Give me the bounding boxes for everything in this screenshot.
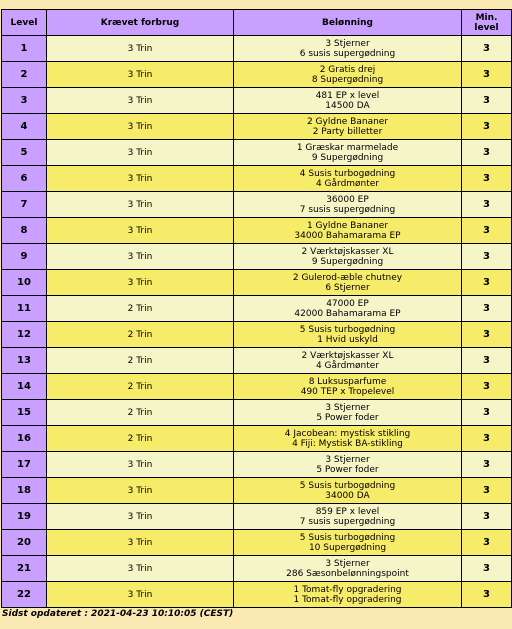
reward-line-1: 3 Stjerner	[325, 558, 370, 569]
row-required: 3 Trin	[47, 88, 234, 114]
reward-line-2: 9 Supergødning	[311, 152, 384, 163]
row-reward	[234, 348, 462, 374]
row-reward	[234, 192, 462, 218]
row-level: 1	[2, 36, 47, 62]
reward-line-1: 8 Luksusparfume	[308, 376, 387, 387]
table-row	[2, 114, 512, 140]
row-level: 13	[2, 348, 47, 374]
table-row	[2, 140, 512, 166]
header-level: Level	[2, 10, 47, 36]
row-min-level: 3	[462, 530, 512, 556]
reward-line-2: 4 Fiji: Mystisk BA-stikling	[292, 438, 403, 449]
row-reward	[234, 322, 462, 348]
row-reward	[234, 62, 462, 88]
row-required: 3 Trin	[47, 62, 234, 88]
reward-line-2: 5 Power foder	[316, 464, 379, 475]
reward-line-1: 47000 EP	[326, 298, 369, 309]
table-row	[2, 218, 512, 244]
row-required: 2 Trin	[47, 322, 234, 348]
reward-line-1: 1 Tomat-fly opgradering	[293, 584, 402, 595]
table-row	[2, 426, 512, 452]
row-reward	[234, 270, 462, 296]
table-row	[2, 296, 512, 322]
row-min-level: 3	[462, 348, 512, 374]
row-required: 2 Trin	[47, 374, 234, 400]
table-row	[2, 530, 512, 556]
reward-line-1: 2 Værktøjskasser XL	[301, 350, 394, 361]
reward-line-1: 3 Stjerner	[325, 38, 370, 49]
row-min-level: 3	[462, 296, 512, 322]
reward-line-2: 4 Gårdmønter	[315, 360, 380, 371]
reward-line-1: 5 Susis turbogødning	[299, 532, 396, 543]
reward-line-2: 4 Gårdmønter	[315, 178, 380, 189]
reward-line-2: 42000 Bahamarama EP	[294, 308, 401, 319]
table-row	[2, 348, 512, 374]
row-min-level: 3	[462, 192, 512, 218]
row-min-level: 3	[462, 166, 512, 192]
reward-line-2: 34000 DA	[325, 490, 370, 501]
row-level: 9	[2, 244, 47, 270]
row-reward	[234, 582, 462, 608]
row-reward	[234, 478, 462, 504]
row-min-level: 3	[462, 244, 512, 270]
row-level: 7	[2, 192, 47, 218]
reward-line-2: 10 Supergødning	[308, 542, 387, 553]
row-level: 14	[2, 374, 47, 400]
reward-line-1: 2 Værktøjskasser XL	[301, 246, 394, 257]
row-min-level: 3	[462, 582, 512, 608]
row-min-level: 3	[462, 114, 512, 140]
reward-line-1: 2 Gulerod-æble chutney	[292, 272, 403, 283]
table-row	[2, 270, 512, 296]
row-min-level: 3	[462, 504, 512, 530]
row-min-level: 3	[462, 478, 512, 504]
row-reward	[234, 296, 462, 322]
row-required: 3 Trin	[47, 218, 234, 244]
row-required: 3 Trin	[47, 452, 234, 478]
reward-line-1: 4 Susis turbogødning	[299, 168, 396, 179]
row-required: 3 Trin	[47, 478, 234, 504]
reward-line-1: 3 Stjerner	[325, 402, 370, 413]
rewards-table	[1, 9, 512, 608]
row-required: 3 Trin	[47, 140, 234, 166]
row-level: 20	[2, 530, 47, 556]
table-row	[2, 374, 512, 400]
row-required: 2 Trin	[47, 296, 234, 322]
reward-line-2: 6 Stjerner	[325, 282, 370, 293]
row-min-level: 3	[462, 36, 512, 62]
table-row	[2, 166, 512, 192]
row-min-level: 3	[462, 140, 512, 166]
row-level: 3	[2, 88, 47, 114]
reward-line-2: 14500 DA	[325, 100, 370, 111]
row-min-level: 3	[462, 426, 512, 452]
reward-line-2: 7 susis supergødning	[299, 204, 396, 215]
row-reward	[234, 166, 462, 192]
row-required: 3 Trin	[47, 582, 234, 608]
row-reward	[234, 426, 462, 452]
row-min-level: 3	[462, 322, 512, 348]
row-level: 16	[2, 426, 47, 452]
table-header-row	[2, 10, 512, 36]
table-row	[2, 400, 512, 426]
reward-line-2: 490 TEP x Tropelevel	[300, 386, 395, 397]
reward-line-2: 8 Supergødning	[311, 74, 384, 85]
header-required: Krævet forbrug	[47, 10, 234, 36]
row-required: 3 Trin	[47, 270, 234, 296]
row-min-level: 3	[462, 88, 512, 114]
row-required: 2 Trin	[47, 426, 234, 452]
table-body	[2, 36, 512, 608]
row-min-level: 3	[462, 270, 512, 296]
row-required: 3 Trin	[47, 166, 234, 192]
row-required: 3 Trin	[47, 36, 234, 62]
row-level: 15	[2, 400, 47, 426]
row-required: 2 Trin	[47, 400, 234, 426]
row-reward	[234, 114, 462, 140]
reward-line-2: 2 Party billetter	[312, 126, 383, 137]
table-row	[2, 62, 512, 88]
row-required: 3 Trin	[47, 504, 234, 530]
row-reward	[234, 504, 462, 530]
row-required: 3 Trin	[47, 244, 234, 270]
row-min-level: 3	[462, 218, 512, 244]
row-level: 11	[2, 296, 47, 322]
row-min-level: 3	[462, 452, 512, 478]
row-reward	[234, 530, 462, 556]
row-min-level: 3	[462, 556, 512, 582]
reward-line-1: 36000 EP	[326, 194, 369, 205]
row-required: 3 Trin	[47, 530, 234, 556]
row-min-level: 3	[462, 374, 512, 400]
reward-line-1: 3 Stjerner	[325, 454, 370, 465]
table-row	[2, 556, 512, 582]
table-row	[2, 244, 512, 270]
last-updated: Sidst opdateret : 2021-04-23 10:10:05 (CEST)	[2, 609, 234, 619]
reward-line-1: 1 Græskar marmelade	[296, 142, 399, 153]
reward-line-2: 6 susis supergødning	[299, 48, 396, 59]
row-reward	[234, 452, 462, 478]
row-level: 6	[2, 166, 47, 192]
reward-line-2: 9 Supergødning	[311, 256, 384, 267]
reward-line-1: 859 EP x level	[315, 506, 380, 517]
header-min-level: Min. level	[462, 10, 512, 36]
table-row	[2, 192, 512, 218]
row-reward	[234, 88, 462, 114]
row-level: 5	[2, 140, 47, 166]
row-level: 10	[2, 270, 47, 296]
row-min-level: 3	[462, 62, 512, 88]
table-row	[2, 582, 512, 608]
reward-line-2: 1 Hvid uskyld	[317, 334, 378, 345]
reward-line-1: 481 EP x level	[315, 90, 380, 101]
table-row	[2, 478, 512, 504]
row-reward	[234, 36, 462, 62]
reward-line-1: 2 Gyldne Bananer	[306, 116, 389, 127]
reward-line-2: 34000 Bahamarama EP	[294, 230, 401, 241]
reward-line-1: 5 Susis turbogødning	[299, 324, 396, 335]
table-row	[2, 452, 512, 478]
row-required: 3 Trin	[47, 114, 234, 140]
row-level: 21	[2, 556, 47, 582]
table-row	[2, 88, 512, 114]
reward-line-2: 1 Tomat-fly opgradering	[293, 594, 402, 605]
row-level: 22	[2, 582, 47, 608]
row-reward	[234, 140, 462, 166]
row-reward	[234, 400, 462, 426]
row-min-level: 3	[462, 400, 512, 426]
row-level: 2	[2, 62, 47, 88]
row-level: 17	[2, 452, 47, 478]
row-level: 4	[2, 114, 47, 140]
header-reward: Belønning	[234, 10, 462, 36]
row-required: 3 Trin	[47, 192, 234, 218]
table-row	[2, 322, 512, 348]
row-reward	[234, 556, 462, 582]
row-level: 19	[2, 504, 47, 530]
reward-line-1: 4 Jacobean: mystisk stikling	[284, 428, 411, 439]
row-reward	[234, 374, 462, 400]
reward-line-1: 5 Susis turbogødning	[299, 480, 396, 491]
table-row	[2, 504, 512, 530]
row-level: 8	[2, 218, 47, 244]
row-required: 3 Trin	[47, 556, 234, 582]
reward-line-2: 7 susis supergødning	[299, 516, 396, 527]
reward-line-2: 5 Power foder	[316, 412, 379, 423]
row-reward	[234, 218, 462, 244]
row-required: 2 Trin	[47, 348, 234, 374]
row-reward	[234, 244, 462, 270]
row-level: 12	[2, 322, 47, 348]
table-row	[2, 36, 512, 62]
row-level: 18	[2, 478, 47, 504]
reward-line-2: 286 Sæsonbelønningspoint	[286, 568, 409, 579]
reward-line-1: 2 Gratis drej	[319, 64, 376, 75]
reward-line-1: 1 Gyldne Bananer	[306, 220, 389, 231]
